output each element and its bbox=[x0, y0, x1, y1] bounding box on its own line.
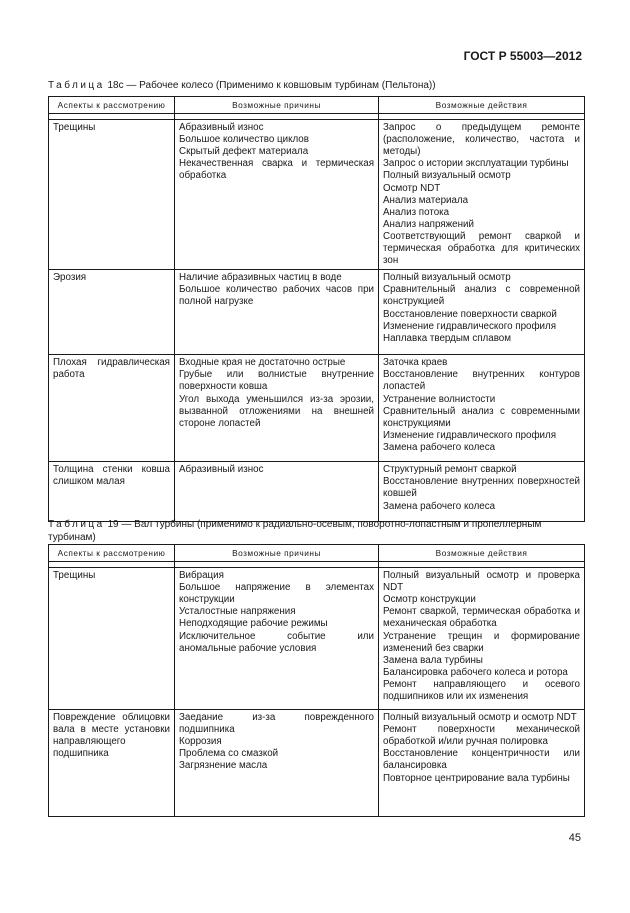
table-row bbox=[49, 120, 585, 270]
aspect-cell: Толщина стенки ковша слишком малая bbox=[49, 462, 175, 522]
causes-cell: Абразивный износ Большое количество циклов Скрытый дефект материала Некачественная сварка и термическая обработка bbox=[175, 120, 379, 270]
actions-cell: Заточка краев Восстановление внутренних контуров лопастей Устранение волнистости Сравнительный анализ с современными конструкциями Изменение гидравлического профиля Замена рабочего колеса bbox=[379, 355, 585, 462]
column-header-causes: Возможные причины bbox=[175, 97, 379, 114]
causes-cell: Заедание из-за поврежденного подшипника Коррозия Проблема со смазкой Загрязнение масла bbox=[175, 710, 379, 817]
actions-cell: Полный визуальный осмотр и осмотр NDT Ремонт поверхности механической обработкой и/или ручная полировка Восстановление концентричности или балансировка Повторное центрирование вала турбины bbox=[379, 710, 585, 817]
causes-cell: Вибрация Большое напряжение в элементах конструкции Усталостные напряжения Неподходящие рабочие режимы Исключительное событие или аномальные рабочие условия bbox=[175, 568, 379, 710]
column-header-aspects: Аспекты к рассмотрению bbox=[49, 545, 175, 562]
causes-cell: Наличие абразивных частиц в воде Большое количество рабочих часов при полной нагрузке bbox=[175, 270, 379, 355]
column-header-aspects: Аспекты к рассмотрению bbox=[49, 97, 175, 114]
aspect-cell: Эрозия bbox=[49, 270, 175, 355]
table-row bbox=[49, 270, 585, 355]
caption-text: 18с — Рабочее колесо (Применимо к ковшовым турбинам (Пельтона)) bbox=[104, 80, 436, 91]
actions-cell: Структурный ремонт сваркой Восстановление внутренних поверхностей ковшей Замена рабочего колеса bbox=[379, 462, 585, 522]
caption-text: 19 — Вал турбины (применимо к радиально-осевым, поворотно-лопастным и пропеллерным турбинам) bbox=[48, 519, 542, 543]
aspect-cell: Трещины bbox=[49, 120, 175, 270]
table-18c bbox=[48, 96, 585, 522]
table-row bbox=[49, 710, 585, 817]
document-code: ГОСТ Р 55003—2012 bbox=[463, 49, 582, 63]
table-row bbox=[49, 568, 585, 710]
table-row bbox=[49, 462, 585, 522]
table-19 bbox=[48, 544, 585, 817]
aspect-cell: Трещины bbox=[49, 568, 175, 710]
page-number: 45 bbox=[568, 832, 581, 844]
caption-label: Таблица bbox=[48, 519, 105, 530]
caption-label: Таблица bbox=[48, 80, 105, 91]
column-header-actions: Возможные действия bbox=[379, 545, 585, 562]
causes-cell: Входные края не достаточно острые Грубые или волнистые внутренние поверхности ковша Угол выхода уменьшился из-за эрозии, вызванной отложениями на внешней стороне лопастей bbox=[175, 355, 379, 462]
aspect-cell: Плохая гидравлическая работа bbox=[49, 355, 175, 462]
table-18c-caption bbox=[48, 80, 583, 93]
column-header-causes: Возможные причины bbox=[175, 545, 379, 562]
aspect-cell: Повреждение облицовки вала в месте установки направляющего подшипника bbox=[49, 710, 175, 817]
column-header-actions: Возможные действия bbox=[379, 97, 585, 114]
table-row bbox=[49, 355, 585, 462]
actions-cell: Полный визуальный осмотр Сравнительный анализ с современной конструкцией Восстановление поверхности сваркой Изменение гидравлического профиля Наплавка твердым сплавом bbox=[379, 270, 585, 355]
actions-cell: Полный визуальный осмотр и проверка NDT Осмотр конструкции Ремонт сваркой, термическая обработка и механическая обработка Устранение трещин и формирование изменений без сварки Замена вала турбины Балансировка рабочего колеса и ротора Ремонт направляющего и осевого подшипников или их изменения bbox=[379, 568, 585, 710]
table-19-caption bbox=[48, 519, 583, 544]
actions-cell: Запрос о предыдущем ремонте (расположение, количество, частота и методы) Запрос о истории эксплуатации турбины Полный визуальный осмотр Осмотр NDT Анализ материала Анализ потока Анализ напряжений Соответствующий ремонт сваркой и термическая обработка для критических зон bbox=[379, 120, 585, 270]
causes-cell: Абразивный износ bbox=[175, 462, 379, 522]
